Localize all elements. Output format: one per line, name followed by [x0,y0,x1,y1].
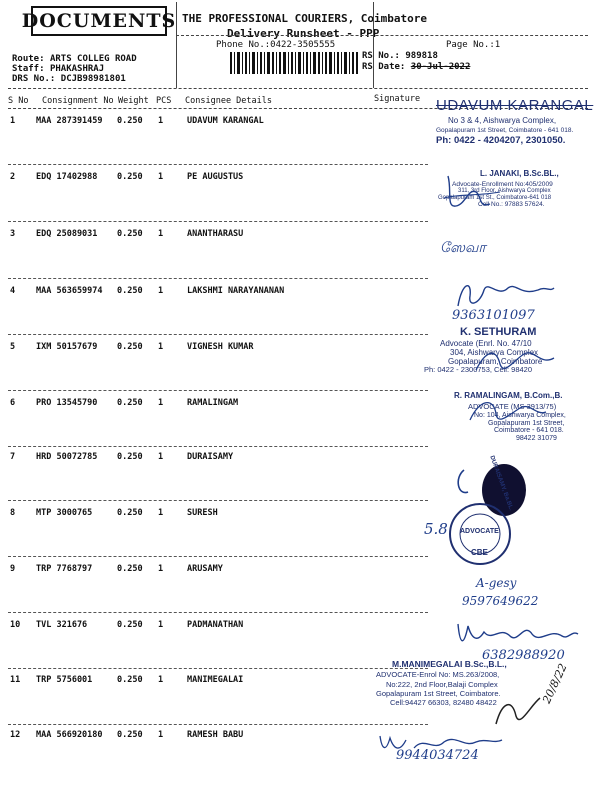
handwriting-row-10-phone: 6382988920 [482,648,565,663]
documents-stamp: DOCUMENTS [31,6,167,36]
company-name: THE PROFESSIONAL COURIERS, Coimbatore [182,12,428,25]
row-divider [8,334,428,335]
row-consignee: RAMALINGAM [187,398,239,408]
staff-label: Staff: [12,64,45,74]
rs-date-value: 30-Jul-2022 [410,62,471,72]
row-pcs: 1 [158,116,164,126]
stamp-line: No 3 & 4, Aishwarya Complex, [448,115,557,125]
row-weight: 0.250 [117,398,143,408]
row-sno: 9 [10,564,16,574]
signature-2-icon [438,168,508,216]
header-divider-left [176,2,177,88]
stamp-udavum-karangal [436,98,596,147]
rs-date-label: RS Date: [362,62,406,72]
stamp-line: Coimbatore - 641 018. [494,427,564,435]
barcode-icon [230,52,358,74]
row-consignee: SURESH [187,508,218,518]
row-weight: 0.250 [117,508,143,518]
handwriting-row-9-phone: 9597649622 [462,594,539,608]
staff-value: PHAKASHRAJ [49,64,105,74]
row-pcs: 1 [158,564,164,574]
handwriting-row-11-date: 20/8/22 [540,661,570,706]
row-pcs: 1 [158,675,164,685]
row-divider [8,390,428,391]
row-sno: 4 [10,286,16,296]
row-weight: 0.250 [117,564,143,574]
signature-6-icon [460,392,550,432]
header-rule [176,35,588,36]
row-divider [8,556,428,557]
row-sno: 5 [10,342,16,352]
row-consignee: PE AUGUSTUS [187,172,244,182]
row-sno: 8 [10,508,16,518]
stamp-line: ADVOCATE (MS 3913/75) [468,401,557,411]
row-pcs: 1 [158,286,164,296]
row-divider [8,221,428,222]
stamp-line: Gopalapuram 1st Street, Coimbatore. [376,688,501,698]
rs-no-value: 989818 [405,51,438,61]
staff-line [12,64,104,74]
row-consignment: EDQ 17402988 [36,172,98,182]
row-consignment: TRP 5756001 [36,675,93,685]
row-divider [8,446,428,447]
row-consignee: ANANTHARASU [187,229,244,239]
row-consignment: MTP 3000765 [36,508,93,518]
row-divider [8,500,428,501]
stamp-line: Ph: 0422 - 2300753, Cell: 98420 [424,365,532,375]
advocate-seal-icon [440,448,536,568]
drs-value: DCJB98981801 [60,74,126,84]
page-number: Page No.:1 [446,40,501,50]
row-consignee: DURAISAMY [187,452,234,462]
signature-10-icon [452,616,582,652]
rs-date-line [362,62,470,72]
row-consignment: MAA 563659974 [36,286,103,296]
company-phone: Phone No.:0422-3505555 [216,40,336,50]
col-consignment: Consignment No [42,96,114,106]
handwriting-row-8: 5.8 [424,520,448,538]
row-sno: 1 [10,116,16,126]
route-line [12,54,137,64]
row-consignment: IXM 50157679 [36,342,98,352]
row-consignment: EDQ 25089031 [36,229,98,239]
stamp-line: 304, Aishwarya Complex [450,347,539,357]
route-value: ARTS COLLEG ROAD [49,54,137,64]
row-pcs: 1 [158,229,164,239]
row-sno: 12 [10,730,21,740]
row-pcs: 1 [158,452,164,462]
seal-top-text: DURAISAMY, Ba.BL. [488,455,514,512]
drs-line [12,74,126,84]
row-consignment: PRO 13545790 [36,398,98,408]
stamp-line: Cell:94427 66303, 82480 48422 [390,698,497,708]
row-sno: 11 [10,675,21,685]
row-consignee: RAMESH BABU [187,730,244,740]
stamp-line: ADVOCATE-Enrol No: MS.263/2008, [376,670,500,680]
drs-label: DRS No.: [12,74,56,84]
rs-no-line [362,51,438,61]
col-consignee: Consignee Details [185,96,272,106]
row-sno: 6 [10,398,16,408]
row-consignee: VIGNESH KUMAR [187,342,254,352]
handwriting-row-3: ஸேவா [440,240,486,256]
stamp-line: R. RAMALINGAM, B.Com.,B. [454,391,563,400]
stamp-line: Ph: 0422 - 4204207, 2301050. [436,135,566,147]
row-divider [8,164,428,165]
handwriting-row-4: 9363101097 [452,308,535,323]
row-divider [8,724,428,725]
row-consignment: TVL 321676 [36,620,88,630]
row-sno: 3 [10,229,16,239]
row-consignment: MAA 566920180 [36,730,103,740]
row-pcs: 1 [158,342,164,352]
row-consignee: UDAVUM KARANGAL [187,116,264,126]
row-weight: 0.250 [117,620,143,630]
row-consignee: PADMANATHAN [187,620,244,630]
row-consignee: LAKSHMI NARAYANANAN [187,286,285,296]
row-weight: 0.250 [117,229,143,239]
row-consignee: MANIMEGALAI [187,675,244,685]
stamp-line: K. SETHURAM [460,326,537,338]
handwriting-row-9-name: A-gesy [476,576,517,590]
row-weight: 0.250 [117,675,143,685]
row-sno: 2 [10,172,16,182]
header-bottom-rule [8,88,588,89]
stamp-line: M.MANIMEGALAI B.Sc.,B.L., [392,659,507,669]
row-consignment: HRD 50072785 [36,452,98,462]
header-divider-right [373,2,374,88]
row-pcs: 1 [158,172,164,182]
row-divider [8,612,428,613]
row-divider [8,278,428,279]
stamp-line: L. JANAKI, B.Sc.BL., [480,169,559,178]
row-consignment: MAA 287391459 [36,116,103,126]
row-pcs: 1 [158,398,164,408]
stamp-line: 98422 31079 [516,435,557,443]
row-consignment: TRP 7768797 [36,564,93,574]
row-weight: 0.250 [117,286,143,296]
row-sno: 7 [10,452,16,462]
col-signature: Signature [374,94,421,104]
col-weight: Weight [118,96,149,106]
stamp-line: Gopalapuram, Coimbatore [448,356,543,366]
row-pcs: 1 [158,620,164,630]
row-sno: 10 [10,620,21,630]
row-consignee: ARUSAMY [187,564,223,574]
stamp-line: Advocate-Enrollment No:405/2009 [452,180,553,188]
stamp-line: Gopalapuram 1st St., Coimbatore-641 018 [438,194,552,201]
signature-5-icon [470,340,570,380]
route-label: Route: [12,54,45,64]
row-pcs: 1 [158,508,164,518]
stamp-line: 311, 3rd Floor, Aishwarya Complex [458,188,551,195]
stamp-line: UDAVUM KARANGAL [436,97,594,114]
seal-mid-text: ADVOCATE [460,528,499,535]
row-pcs: 1 [158,730,164,740]
row-weight: 0.250 [117,342,143,352]
col-pcs: PCS [156,96,172,106]
rs-no-label: RS No.: [362,51,400,61]
handwriting-row-12-phone: 9944034724 [396,748,479,763]
stamp-line: Gopalapuram 1st Street, [488,419,565,427]
signature-11-icon [488,688,548,732]
row-weight: 0.250 [117,730,143,740]
document-title: Delivery Runsheet - PPP [227,27,380,40]
stamp-line: Gopalapuram 1st Street, Coimbatore - 641 018. [436,127,574,135]
col-sno: S No [8,96,29,106]
stamp-line: Advocate (Enrl. No. 47/10 [440,339,532,349]
stamp-line: No: 104, Aishwarya Complex, [474,412,566,420]
seal-bot-text: CBE [471,548,488,557]
stamp-line: Cell No.: 97883 57624. [478,201,545,209]
row-weight: 0.250 [117,116,143,126]
row-weight: 0.250 [117,172,143,182]
row-weight: 0.250 [117,452,143,462]
stamp-line: No:222, 2nd Floor,Balaji Complex [386,679,498,689]
row-divider [8,668,428,669]
